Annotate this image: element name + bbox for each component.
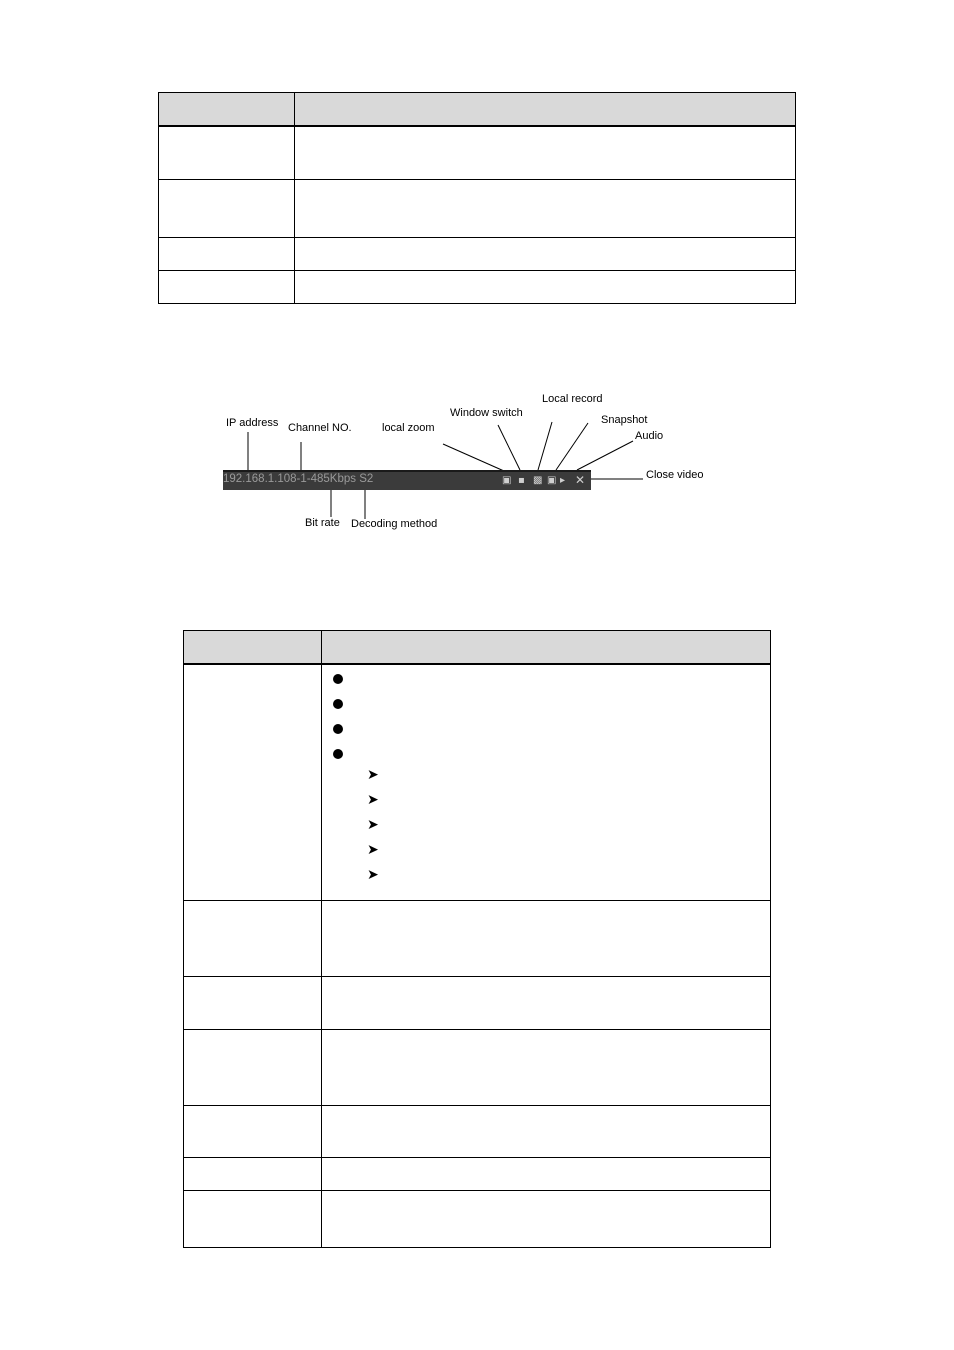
arrow-bullet-icon: ➤ [367, 767, 379, 783]
arrow-bullet-icon: ➤ [367, 842, 379, 858]
list-item [330, 719, 770, 744]
table-cell [322, 1191, 771, 1248]
table-row [184, 1158, 771, 1191]
header-cell [295, 93, 796, 127]
header-cell [159, 93, 295, 127]
list-item [330, 794, 770, 819]
table-cell [184, 664, 322, 901]
list-item [330, 869, 770, 894]
video-window-toolbar [223, 470, 591, 490]
close-video-label: Close video [646, 469, 704, 481]
list-item [330, 769, 770, 794]
table-cell [184, 1158, 322, 1191]
table-cell [322, 901, 771, 977]
arrow-bullet-icon: ➤ [367, 792, 379, 808]
video-toolbar-figure [215, 385, 735, 545]
table-cell [184, 1030, 322, 1106]
local-zoom-icon[interactable]: ▣ [502, 475, 512, 486]
table-header-row [159, 93, 796, 127]
snapshot-label: Snapshot [601, 414, 648, 426]
table-row [184, 1030, 771, 1106]
table-row [184, 977, 771, 1030]
table-cell [159, 179, 295, 237]
stream-info-text: 192.168.1.108-1-485Kbps S2 [223, 473, 374, 485]
table-cell [184, 977, 322, 1030]
bit-rate-label: Bit rate [305, 517, 340, 529]
table-cell [184, 901, 322, 977]
list-item [330, 669, 770, 694]
table-cell [159, 237, 295, 270]
arrow-bullet-icon: ➤ [367, 867, 379, 883]
table-row [184, 1191, 771, 1248]
local-record-label: Local record [542, 393, 603, 405]
table-cell [295, 126, 796, 179]
list-item [330, 844, 770, 869]
table-row [159, 270, 796, 303]
close-icon[interactable]: ✕ [575, 473, 586, 487]
list-item [330, 694, 770, 719]
snapshot-line [556, 423, 588, 470]
audio-icon[interactable]: ▸ [560, 475, 566, 486]
table-row [159, 126, 796, 179]
table-cell [295, 179, 796, 237]
list-item [330, 744, 770, 769]
table-row [184, 664, 771, 901]
table-cell [159, 270, 295, 303]
local-zoom-line [443, 444, 504, 471]
audio-line [577, 441, 633, 470]
table-header-row [184, 631, 771, 665]
table-cell [184, 1191, 322, 1248]
decoding-method-label: Decoding method [351, 518, 438, 530]
table-row [159, 237, 796, 270]
table-cell [322, 1158, 771, 1191]
bullet-list [322, 665, 770, 900]
local-record-line [538, 422, 552, 470]
window-switch-line [498, 425, 520, 470]
window-switch-label: Window switch [450, 407, 523, 419]
bottom-table [183, 630, 771, 1248]
table-cell [184, 1106, 322, 1158]
list-item [330, 819, 770, 844]
snapshot-icon[interactable]: ▣ [547, 475, 557, 486]
window-switch-icon[interactable]: ▪ [518, 475, 525, 486]
table-cell [322, 1030, 771, 1106]
table-row [184, 1106, 771, 1158]
arrow-bullet-icon: ➤ [367, 817, 379, 833]
channel-no-label: Channel NO. [288, 422, 352, 434]
audio-label: Audio [635, 430, 664, 442]
table-cell [295, 237, 796, 270]
ip-address-label: IP address [226, 417, 279, 429]
top-table [158, 92, 796, 304]
header-cell [322, 631, 771, 665]
table-cell [322, 664, 771, 901]
header-cell [184, 631, 322, 665]
local-zoom-label: local zoom [382, 422, 435, 434]
table-cell [322, 1106, 771, 1158]
table-cell [159, 126, 295, 179]
table-row [184, 901, 771, 977]
local-record-icon[interactable]: ▩ [533, 475, 543, 486]
table-cell [295, 270, 796, 303]
table-row [159, 179, 796, 237]
table-cell [322, 977, 771, 1030]
